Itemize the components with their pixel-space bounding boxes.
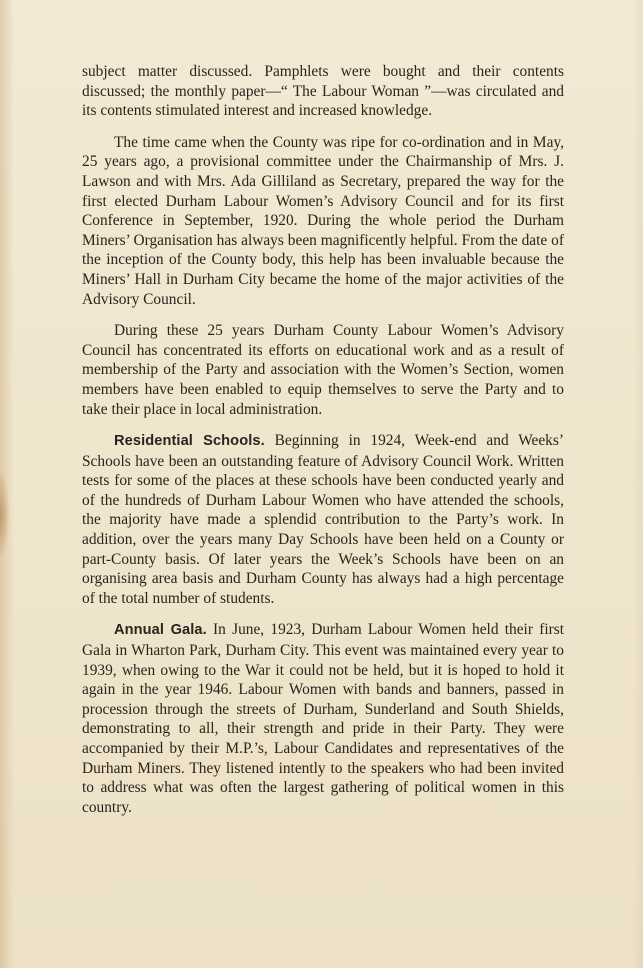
paragraph-continuation: subject matter discussed. Pamphlets were bought and their contents discussed; the monthly paper—“ The Labour Woman ”—was circulated and its contents stimulated interest and increased knowledge. [82, 63, 564, 120]
paragraph-coordination: The time came when the County was ripe for co-ordination and in May, 25 years ago, a provisional committee under the Chairmanship of Mrs. J. Lawson and with Mrs. Ada Gilliland as Secretary, prepared the way for the first elected Durham Labour Women’s Advisory Council and for its first Conference in September, 1920. During the whole period the Durham Miners’ Organisation has always been magnificently helpful. From the date of the inception of the County body, this help has been invaluable because the Miners’ Hall in Durham City became the home of the major activities of the Advisory Council. [82, 133, 564, 308]
annual-gala-text: In June, 1923, Durham Labour Women held their first Gala in Wharton Park, Durham City. This event was maintained every year to 1939, when owing to the War it could not be held, but it is hoped to hold it again in the year 1946. Labour Women with bands and banners, passed in procession through the streets of Durham, Sunderland and South Shields, demonstrating to all, their strength and pride in their Party. They were accompanied by their M.P.’s, Labour Candidates and representatives of the Durham Miners. They listened intently to the speakers who had been invited to address what was often the largest gathering of political women in this country. [82, 621, 564, 816]
paragraph-annual-gala [82, 620, 564, 817]
paragraph-residential-schools [82, 431, 564, 608]
section-heading-residential-schools: Residential Schools. [114, 433, 265, 450]
body-text [82, 62, 564, 829]
paragraph-educational-work: During these 25 years Durham County Labour Women’s Advisory Council has concentrated its efforts on educational work and as a result of membership of the Party and association with the Women’s Section, women members have been enabled to equip themselves to serve the Party and to take their place in local administration. [82, 322, 564, 418]
section-heading-annual-gala: Annual Gala. [114, 622, 207, 639]
residential-schools-text: Beginning in 1924, Week-end and Weeks’ Schools have been an outstanding feature of Advisory Council Work. Written tests for some of the places at these schools have been conducted yearly and of the hundreds of Durham Labour Women who have attended the schools, the majority have made a splendid contribution to the Party’s work. In addition, over the years many Day Schools have been held on a County or part-County basis. Of later years the Week’s Schools have been on an organising area basis and Durham County has always had a high percentage of the total number of students. [82, 432, 564, 607]
edge-stain [0, 470, 10, 560]
